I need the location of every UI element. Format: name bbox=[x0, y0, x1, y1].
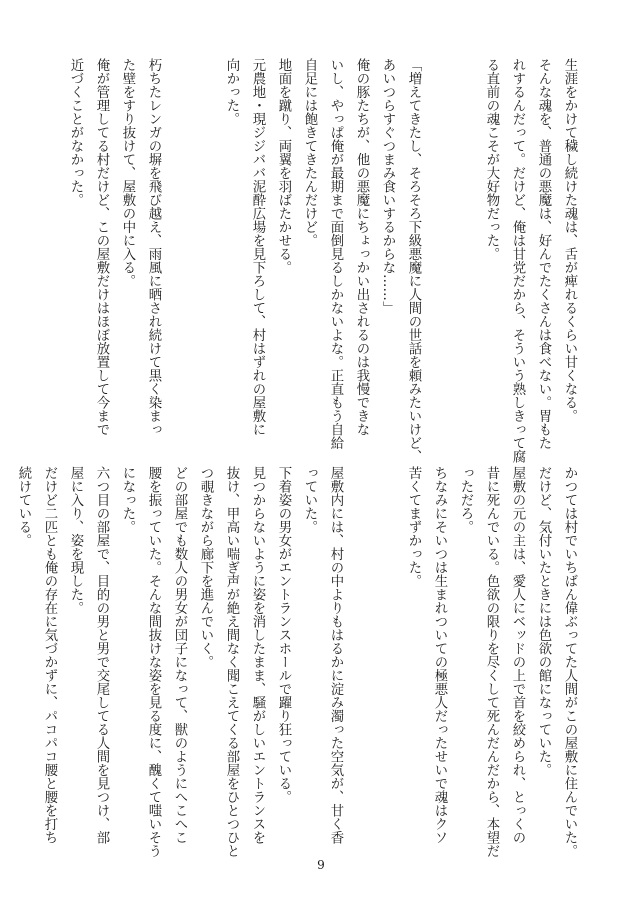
text-line: 元農地・現ジジババ泥酔広場を見下ろして、村はずれの屋敷に bbox=[250, 58, 265, 436]
text-line: 生涯をかけて穢し続けた魂は、舌が痺れるくらい甘くなる。 bbox=[562, 58, 577, 423]
text-line: 腰を振っていた。そんな間抜けな姿を見る度に、醜くて嗤いそう bbox=[146, 466, 161, 858]
text-line: 続けている。 bbox=[16, 466, 31, 547]
text-line: 俺が管理してる村だけど、この屋敷だけはほぼ放置して今まで bbox=[94, 58, 109, 436]
text-line bbox=[374, 466, 400, 838]
text-line: つ覗きながら廊下を進んでいく。 bbox=[198, 466, 213, 669]
text-line: そんな魂を、普通の悪魔は、好んでたくさんは食べない。胃もた bbox=[536, 58, 551, 450]
page-number: 9 bbox=[317, 858, 325, 872]
text-line: だけど、気付いたときには色欲の館になっていた。 bbox=[536, 466, 551, 777]
text-line bbox=[166, 58, 192, 430]
text-line: る直前の魂こそが大好物だった。 bbox=[484, 58, 499, 261]
text-line: になった。 bbox=[120, 466, 135, 534]
text-line: あいつらすぐつまみ食いするからな……」 bbox=[380, 58, 395, 315]
text-line: 抜け、甲高い喘ぎ声が絶え間なく聞こえてくる部屋をひとつひと bbox=[224, 466, 239, 858]
text-line: 「増えてきたし、そろそろ下級悪魔に人間の世話を頼みたいけど、 bbox=[406, 58, 421, 463]
upper-text-block bbox=[62, 58, 582, 463]
text-line: 地面を蹴り、両翼を羽ばたかせる。 bbox=[276, 58, 291, 274]
text-line: 屋敷の元の主は、愛人にベッドの上で首を絞められ、とっくの bbox=[510, 466, 525, 844]
text-line bbox=[426, 58, 452, 430]
text-line: 朽ちたレンガの塀を飛び越え、雨風に晒され続けて黒く染まっ bbox=[146, 58, 161, 436]
text-line bbox=[348, 466, 374, 838]
text-line: 屋敷内には、村の中よりもはるかに淀み濁った空気が、甘く香 bbox=[328, 466, 343, 844]
text-line: 向かった。 bbox=[224, 58, 239, 126]
text-line: だけど二匹とも俺の存在に気づかずに、パコパコ腰と腰を打ち bbox=[42, 466, 57, 844]
text-line: どの部屋でも数人の男女が団子になって、獣のようにへこへこ bbox=[172, 466, 187, 844]
text-line: 昔に死んでいる。色欲の限りを尽くして死んだんだから、本望だ bbox=[484, 466, 499, 858]
text-line: 下着姿の男女がエントランスホールで躍り狂っている。 bbox=[276, 466, 291, 804]
text-line: 六つ目の部屋で、目的の男と男で交尾してる人間を見つけ、部 bbox=[94, 466, 109, 844]
text-line: っていた。 bbox=[302, 466, 317, 534]
text-line bbox=[452, 58, 478, 430]
text-line: れするんだって。だけど、俺は甘党だから、そういう熟しきって腐 bbox=[510, 58, 525, 463]
lower-text-block bbox=[16, 466, 582, 858]
text-line: いし、やっぱ俺が最期まで面倒見るしかないよな。正直もう自給 bbox=[328, 58, 343, 450]
text-line: 自足には飽きてきたんだけど。 bbox=[302, 58, 317, 247]
text-line: ちなみにそいつは生まれついての極悪人だったせいで魂はクソ bbox=[432, 466, 447, 844]
text-line: っただろ。 bbox=[458, 466, 473, 534]
text-line bbox=[192, 58, 218, 430]
text-line: 俺の豚たちが、他の悪魔にちょっかい出されるのは我慢できな bbox=[354, 58, 369, 436]
text-line: た壁をすり抜けて、屋敷の中に入る。 bbox=[120, 58, 135, 288]
text-line: 苦くてまずかった。 bbox=[406, 466, 421, 588]
text-line: 屋に入り、姿を現した。 bbox=[68, 466, 83, 615]
text-line: 近づくことがなかった。 bbox=[68, 58, 83, 207]
text-line: 見つからないように姿を消したまま、騒がしいエントランスを bbox=[250, 466, 265, 844]
text-line: かつては村でいちばん偉ぶってた人間がこの屋敷に住んでいた。 bbox=[562, 466, 577, 858]
